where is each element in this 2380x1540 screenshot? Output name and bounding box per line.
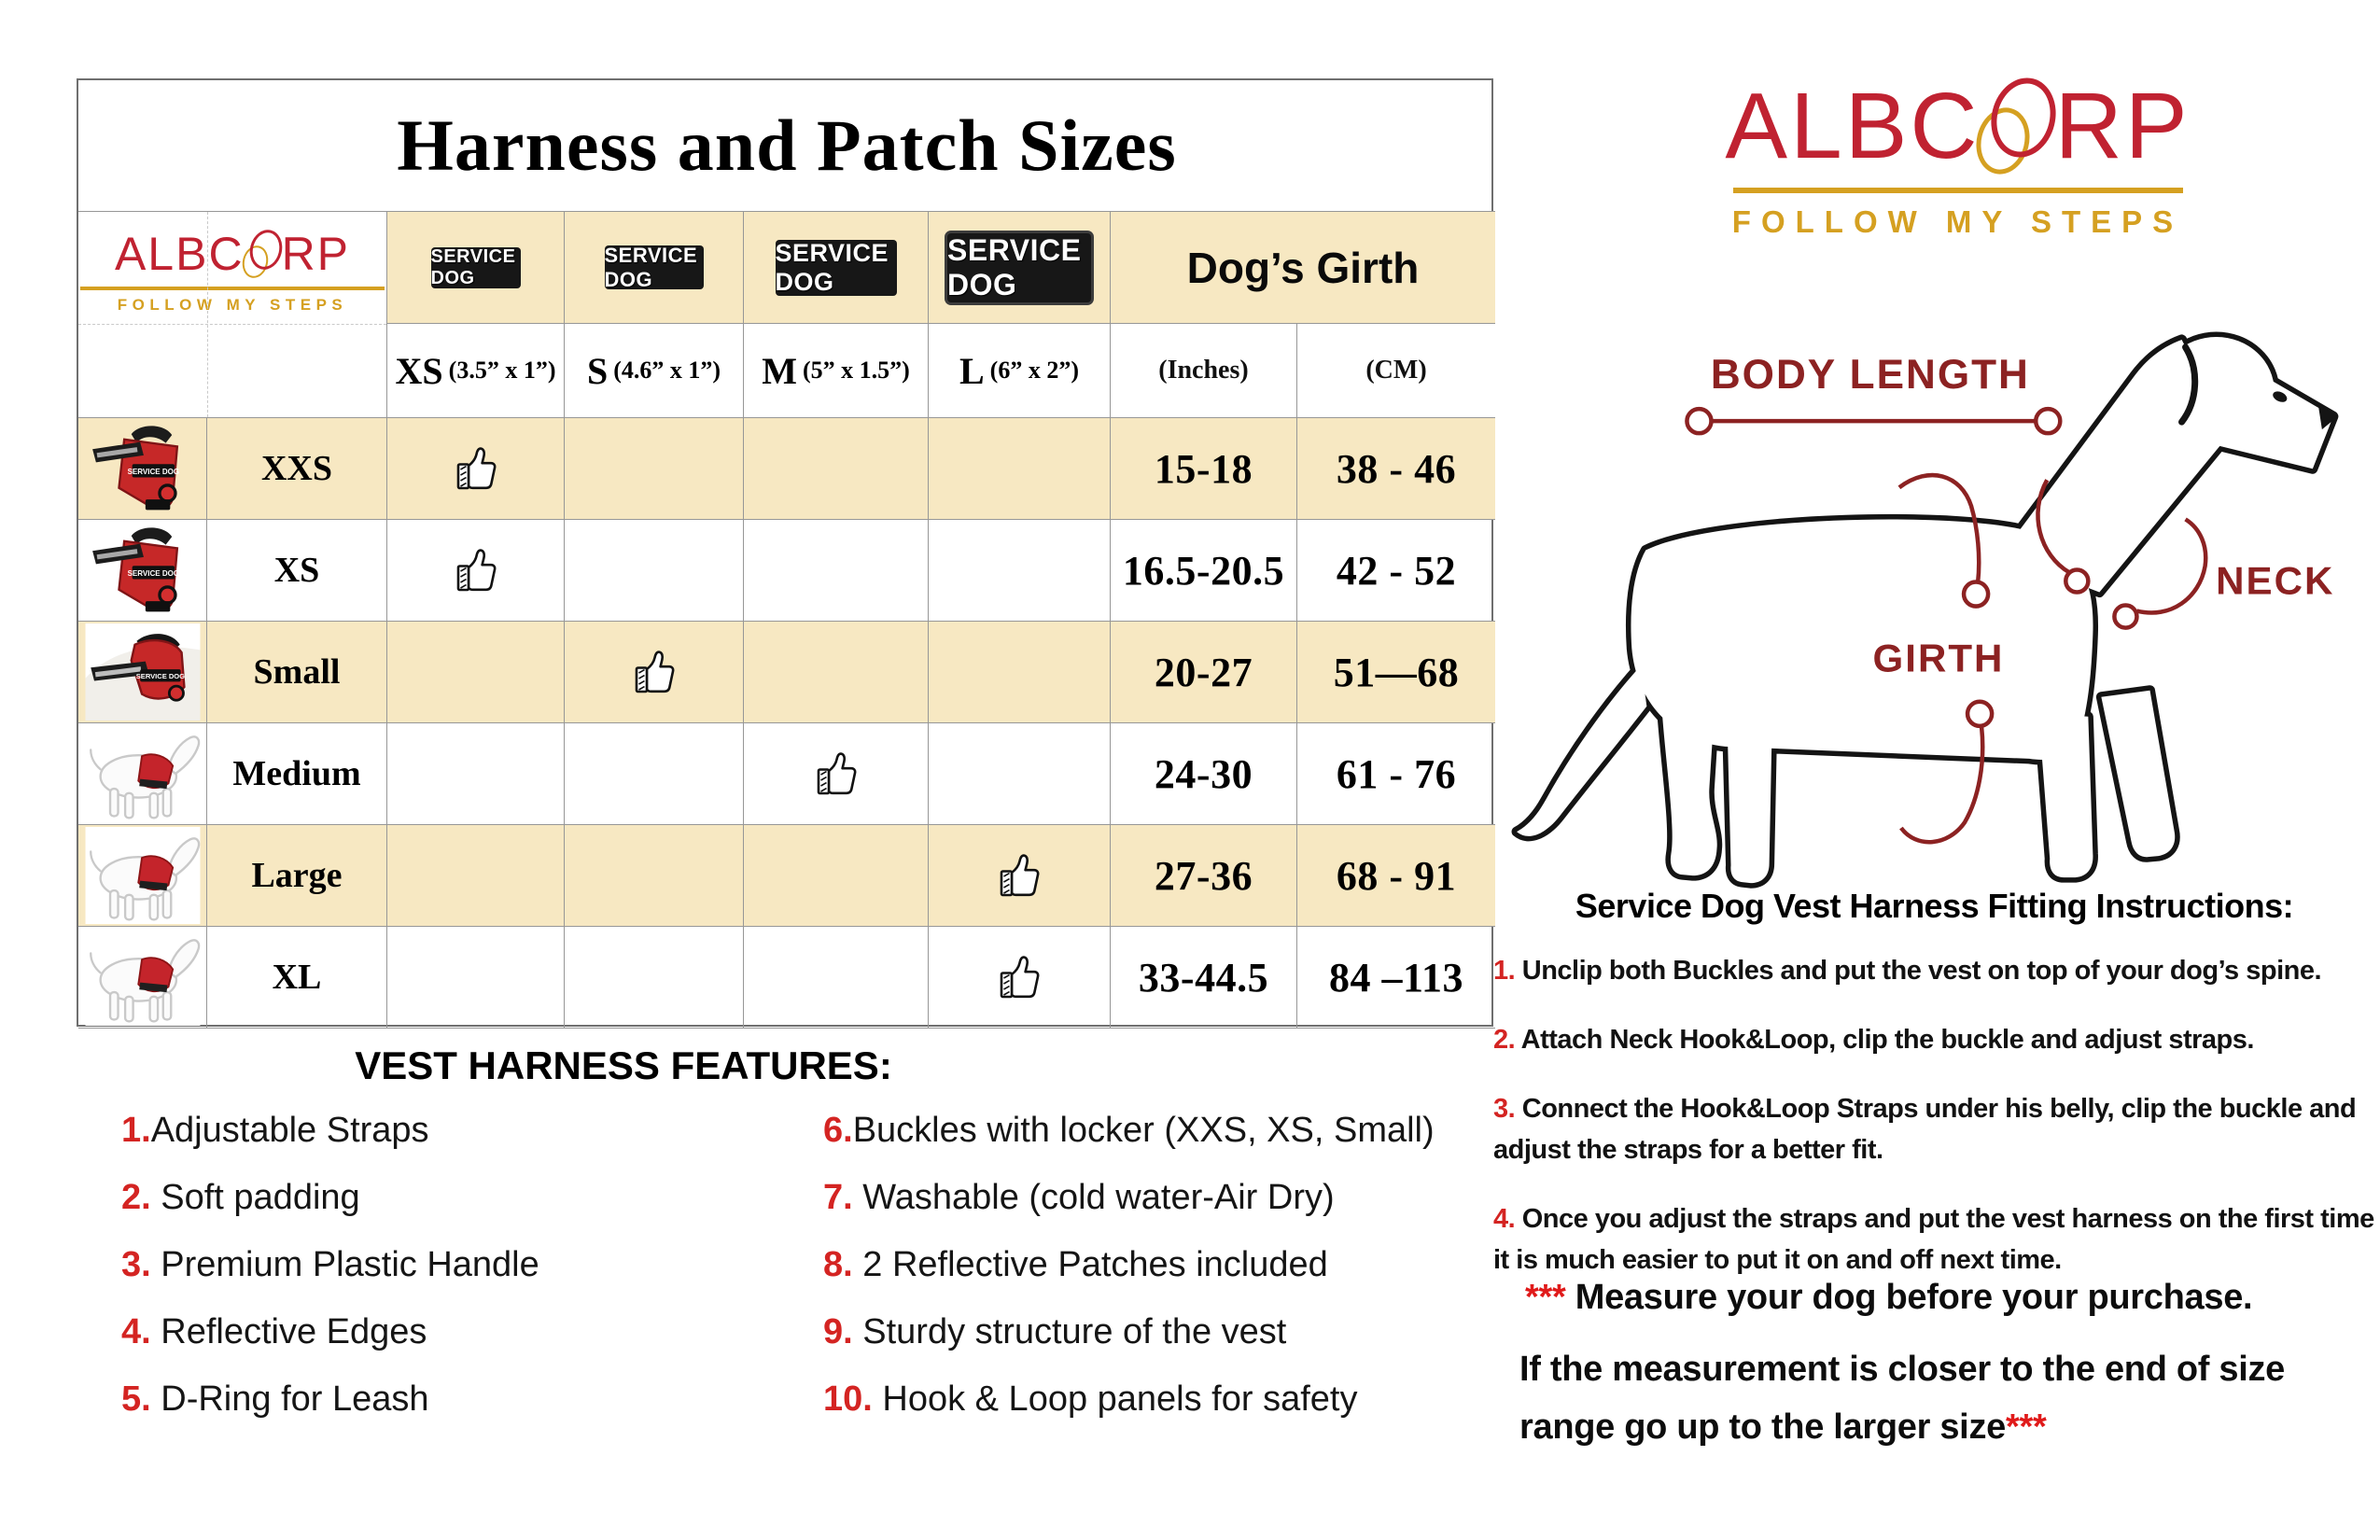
albcorp-wordmark: ALBC RP xyxy=(1725,73,2190,180)
row-product-photo xyxy=(78,622,207,723)
step-number: 3. xyxy=(1493,1094,1516,1124)
row-patch-empty xyxy=(929,622,1111,723)
row-girth-cm: 61 - 76 xyxy=(1297,723,1495,825)
feature-number: 6. xyxy=(823,1111,853,1150)
albcorp-logo xyxy=(1703,73,2212,240)
girth-header: Dog’s Girth xyxy=(1111,212,1495,324)
row-patch-empty xyxy=(929,418,1111,520)
features-column-1 xyxy=(121,1109,539,1445)
feature-text: Premium Plastic Handle xyxy=(150,1245,539,1284)
logo-underline xyxy=(1733,188,2183,193)
step-number: 1. xyxy=(1493,956,1516,986)
row-size-label: XXS xyxy=(207,418,387,520)
feature-text: Reflective Edges xyxy=(150,1312,427,1351)
row-patch-empty xyxy=(565,520,744,622)
row-girth-cm: 38 - 46 xyxy=(1297,418,1495,520)
svg-text:SERVICE DOG: SERVICE DOG xyxy=(127,569,179,579)
row-girth-cm: 84 –113 xyxy=(1297,927,1495,1029)
feature-number: 5. xyxy=(121,1379,151,1419)
step-text: Unclip both Buckles and put the vest on top of your dog’s spine. xyxy=(1515,956,2322,986)
girth-unit-inches: (Inches) xyxy=(1111,324,1297,418)
service-dog-patch: SERVICE DOG xyxy=(776,240,897,296)
feature-text: Buckles with locker (XXS, XS, Small) xyxy=(852,1111,1435,1150)
row-patch-empty xyxy=(744,927,929,1029)
logo-underline xyxy=(80,287,385,290)
patch-size-s: S (4.6” x 1”) xyxy=(565,324,744,418)
thumbs-up-icon xyxy=(455,547,497,594)
feature-item xyxy=(121,1176,539,1219)
dog-measurement-diagram xyxy=(1491,273,2380,889)
table-logo-cell xyxy=(78,212,387,418)
patch-header-l xyxy=(929,212,1111,324)
row-patch-match xyxy=(929,825,1111,927)
purchase-notes xyxy=(1493,1269,2343,1456)
step-text: Once you adjust the straps and put the vest harness on the first time it is much easier to put it on and off next time. xyxy=(1493,1204,2374,1275)
feature-text: Adjustable Straps xyxy=(150,1111,429,1150)
step-text: Attach Neck Hook&Loop, clip the buckle and adjust straps. xyxy=(1515,1025,2254,1055)
row-girth-cm: 68 - 91 xyxy=(1297,825,1495,927)
logo-o-rings-icon xyxy=(1981,89,2055,158)
row-size-label: XS xyxy=(207,520,387,622)
feature-number: 8. xyxy=(823,1245,853,1284)
row-girth-inches: 15-18 xyxy=(1111,418,1297,520)
service-dog-patch: SERVICE DOG xyxy=(605,245,704,289)
dashed-divider xyxy=(78,324,386,325)
body-length-label: BODY LENGTH xyxy=(1710,352,2030,399)
row-girth-cm: 51—68 xyxy=(1297,622,1495,723)
dashed-divider xyxy=(207,212,208,417)
row-girth-inches: 20-27 xyxy=(1111,622,1297,723)
girth-label: GIRTH xyxy=(1872,636,2005,680)
albcorp-logo xyxy=(80,227,385,315)
row-patch-empty xyxy=(387,825,565,927)
feature-number: 4. xyxy=(121,1312,151,1351)
row-patch-match xyxy=(929,927,1111,1029)
feature-text: Sturdy structure of the vest xyxy=(852,1312,1287,1351)
patch-header-xs xyxy=(387,212,565,324)
product-photo-red-harness xyxy=(83,420,203,517)
patch-header-m xyxy=(744,212,929,324)
step-number: 4. xyxy=(1493,1204,1516,1234)
feature-item xyxy=(823,1378,1435,1421)
feature-number: 2. xyxy=(121,1178,151,1217)
row-patch-empty xyxy=(565,825,744,927)
feature-number: 10. xyxy=(823,1379,873,1419)
albcorp-wordmark: ALBC RP xyxy=(114,228,351,280)
product-photo-red-harness xyxy=(83,522,203,619)
fitting-instructions-title: Service Dog Vest Harness Fitting Instructions: xyxy=(1575,887,2294,925)
row-size-label: XL xyxy=(207,927,387,1029)
row-patch-empty xyxy=(387,927,565,1029)
feature-item xyxy=(121,1109,539,1152)
table-title: Harness and Patch Sizes xyxy=(78,80,1495,212)
feature-item xyxy=(823,1310,1435,1353)
row-product-photo xyxy=(78,825,207,927)
note-size-range: If the measurement is closer to the end of size range go up to the larger size*** xyxy=(1519,1350,2286,1447)
fitting-step xyxy=(1493,1088,2375,1170)
feature-text: Hook & Loop panels for safety xyxy=(872,1379,1358,1419)
thumbs-up-icon xyxy=(816,750,857,797)
row-patch-match xyxy=(387,418,565,520)
feature-text: D-Ring for Leash xyxy=(150,1379,429,1419)
brand-logo-block xyxy=(1703,73,2212,240)
feature-text: Soft padding xyxy=(150,1178,360,1217)
girth-unit-cm: (CM) xyxy=(1297,324,1495,418)
row-patch-empty xyxy=(929,520,1111,622)
row-product-photo xyxy=(78,418,207,520)
feature-text: Washable (cold water-Air Dry) xyxy=(852,1178,1335,1217)
fitting-instructions xyxy=(1493,887,2375,1309)
note-measure: *** Measure your dog before your purchase. xyxy=(1525,1278,2253,1317)
row-patch-empty xyxy=(744,520,929,622)
product-photo-harness-on-dog xyxy=(83,623,203,721)
thumbs-up-icon xyxy=(634,649,675,695)
feature-text: 2 Reflective Patches included xyxy=(852,1245,1328,1284)
product-photo-dog-wearing-harness xyxy=(83,725,203,822)
logo-tagline: FOLLOW MY STEPS xyxy=(1731,204,2184,239)
feature-item xyxy=(121,1310,539,1353)
row-patch-empty xyxy=(565,927,744,1029)
row-patch-empty xyxy=(929,723,1111,825)
fitting-step xyxy=(1493,1198,2375,1281)
svg-text:SERVICE DOG: SERVICE DOG xyxy=(135,672,185,681)
thumbs-up-icon xyxy=(455,445,497,492)
row-girth-cm: 42 - 52 xyxy=(1297,520,1495,622)
features-title: VEST HARNESS FEATURES: xyxy=(355,1043,892,1087)
step-text: Connect the Hook&Loop Straps under his belly, clip the buckle and adjust the straps for a better fit. xyxy=(1493,1094,2357,1165)
feature-item xyxy=(121,1243,539,1286)
patch-header-s xyxy=(565,212,744,324)
service-dog-patch: SERVICE DOG xyxy=(431,247,521,288)
row-size-label: Small xyxy=(207,622,387,723)
row-patch-match xyxy=(744,723,929,825)
step-number: 2. xyxy=(1493,1025,1516,1055)
row-product-photo xyxy=(78,723,207,825)
feature-item xyxy=(823,1243,1435,1286)
feature-item xyxy=(121,1378,539,1421)
row-size-label: Large xyxy=(207,825,387,927)
row-patch-empty xyxy=(387,622,565,723)
row-girth-inches: 24-30 xyxy=(1111,723,1297,825)
row-patch-empty xyxy=(387,723,565,825)
feature-number: 7. xyxy=(823,1178,853,1217)
feature-number: 3. xyxy=(121,1245,151,1284)
row-patch-match xyxy=(387,520,565,622)
neck-label: NECK xyxy=(2216,558,2335,603)
row-patch-empty xyxy=(565,723,744,825)
fitting-step xyxy=(1493,1019,2375,1060)
feature-number: 1. xyxy=(121,1111,151,1150)
row-girth-inches: 33-44.5 xyxy=(1111,927,1297,1029)
patch-size-xs: XS (3.5” x 1”) xyxy=(387,324,565,418)
row-patch-empty xyxy=(744,418,929,520)
thumbs-up-icon xyxy=(999,954,1040,1001)
patch-size-m: M (5” x 1.5”) xyxy=(744,324,929,418)
service-dog-patch: SERVICE DOG xyxy=(947,233,1091,302)
row-patch-match xyxy=(565,622,744,723)
row-product-photo xyxy=(78,927,207,1029)
fitting-steps xyxy=(1493,950,2375,1281)
features-column-2 xyxy=(823,1109,1435,1445)
size-table xyxy=(77,78,1493,1027)
thumbs-up-icon xyxy=(999,852,1040,899)
svg-text:SERVICE DOG: SERVICE DOG xyxy=(127,468,179,477)
row-patch-empty xyxy=(565,418,744,520)
fitting-step xyxy=(1493,950,2375,991)
row-girth-inches: 16.5-20.5 xyxy=(1111,520,1297,622)
product-photo-dog-wearing-harness xyxy=(83,827,203,924)
row-patch-empty xyxy=(744,622,929,723)
patch-size-l: L (6” x 2”) xyxy=(929,324,1111,418)
row-patch-empty xyxy=(744,825,929,927)
feature-item xyxy=(823,1176,1435,1219)
product-photo-dog-wearing-harness xyxy=(83,929,203,1026)
feature-item xyxy=(823,1109,1435,1152)
row-size-label: Medium xyxy=(207,723,387,825)
row-product-photo xyxy=(78,520,207,622)
logo-tagline: FOLLOW MY STEPS xyxy=(117,296,348,314)
row-girth-inches: 27-36 xyxy=(1111,825,1297,927)
logo-o-rings-icon xyxy=(245,235,282,270)
feature-number: 9. xyxy=(823,1312,853,1351)
